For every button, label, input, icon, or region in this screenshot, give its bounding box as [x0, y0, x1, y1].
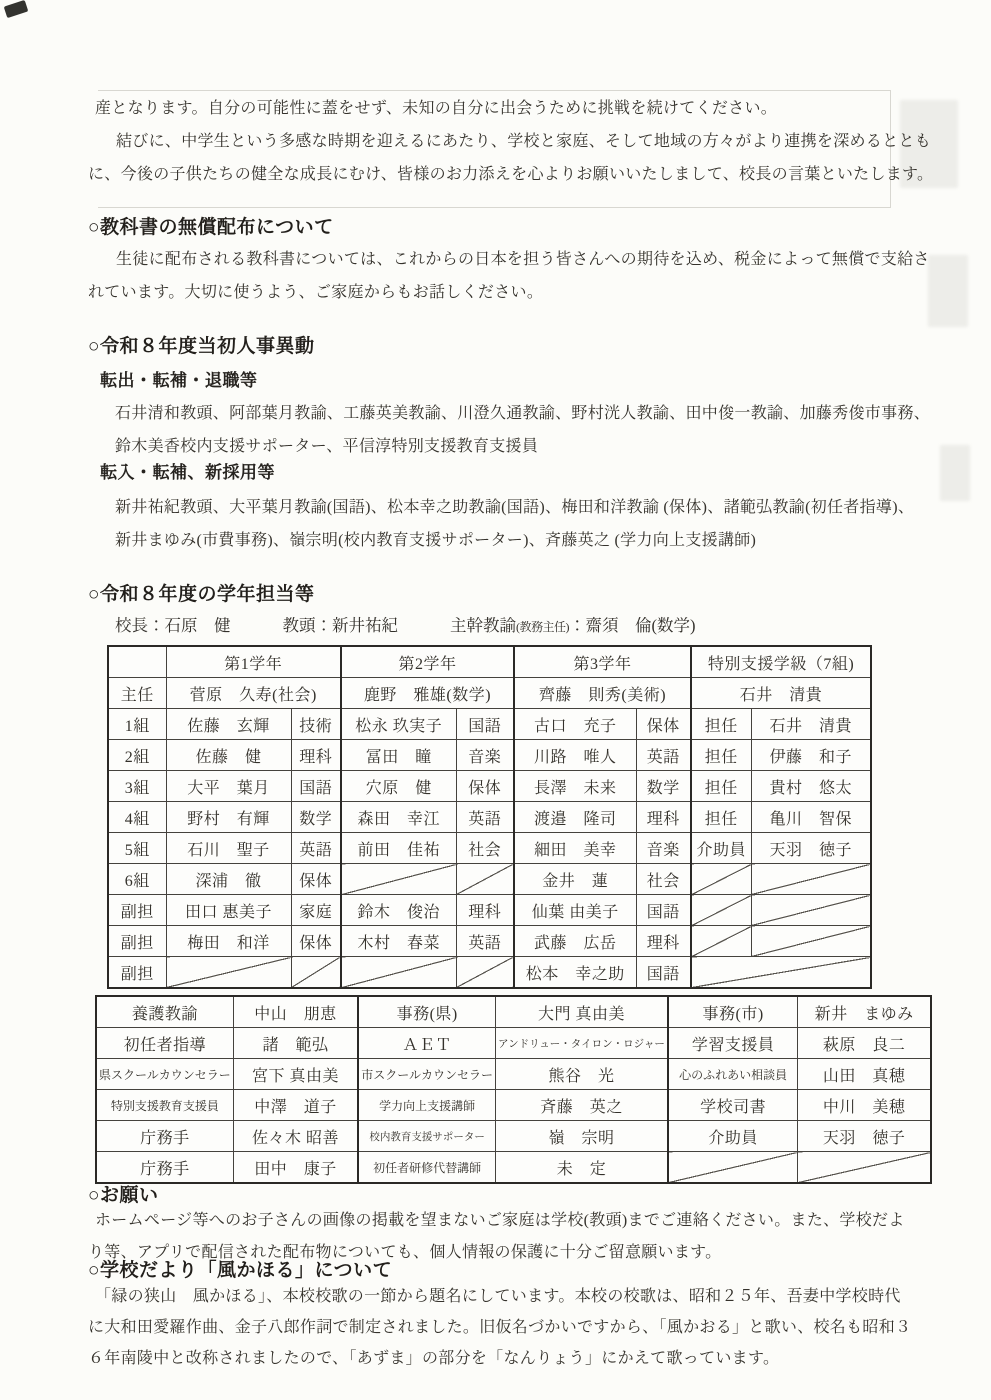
paragraph-line: に大和田愛羅作曲、金子八郎作詞で制定されました。旧仮名づかいですから、「風かおる」と歌い、校名も昭和３ — [88, 1319, 912, 1336]
table-cell: 保体 — [291, 864, 341, 895]
paragraph-line: ホームページ等へのお子さんの画像の掲載を望まないご家庭は学校(教頭)までご連絡ください。また、学校だよ — [95, 1212, 905, 1229]
table-cell: 大平 葉月 — [166, 771, 291, 802]
chief-teacher-name: ：齋須 倫(数学) — [569, 616, 696, 635]
table-cell: 渡邉 隆司 — [514, 802, 636, 833]
table-cell: 佐々木 昭善 — [233, 1121, 358, 1152]
table-cell: 理科 — [456, 895, 514, 926]
table-cell: 鈴木 俊治 — [341, 895, 456, 926]
table-cell: 嶺 宗明 — [496, 1121, 668, 1152]
table-cell: 理科 — [636, 802, 691, 833]
table-cell: 副担 — [108, 895, 166, 926]
table-row — [108, 926, 871, 957]
table-row — [108, 895, 871, 926]
subheading-transfers-in: 転入・転補、新採用等 — [100, 463, 275, 482]
transfers-in-names — [115, 491, 914, 557]
section-heading-request: ○お願い — [88, 1185, 159, 1206]
table-cell: 第2学年 — [341, 646, 514, 678]
empty-diagonal-cell — [691, 864, 751, 895]
table-cell: 初任者研修代替講師 — [358, 1152, 495, 1184]
paragraph-line: に、今後の子供たちの健全な成長にむけ、皆様のお力添えを心よりお願いいたしまして、校長の言葉といたします。 — [88, 166, 934, 183]
table-cell: 梅田 和洋 — [166, 926, 291, 957]
table-cell: 初任者指導 — [96, 1028, 233, 1059]
table-cell: 田口 惠美子 — [166, 895, 291, 926]
table-cell: 介助員 — [668, 1121, 798, 1152]
empty-diagonal-cell — [751, 895, 871, 926]
paragraph-line: 結びに、中学生という多感な時期を迎えるにあたり、学校と家庭、そして地域の方々がより連携を深めるととも — [116, 133, 932, 150]
table-cell: 学校司書 — [668, 1090, 798, 1121]
table-cell: 理科 — [636, 926, 691, 957]
table-cell: 介助員 — [691, 833, 751, 864]
empty-diagonal-cell — [341, 957, 456, 989]
chief-teacher-label: 主幹教諭 — [450, 616, 516, 635]
table-cell: 古口 充子 — [514, 709, 636, 740]
table-cell: 伊藤 和子 — [751, 740, 871, 771]
table-cell: 国語 — [456, 709, 514, 740]
table-cell: 石井 清貴 — [751, 709, 871, 740]
table-cell: 養護教諭 — [96, 996, 233, 1028]
empty-diagonal-cell — [691, 895, 751, 926]
table-cell: 松永 玖実子 — [341, 709, 456, 740]
paragraph-line: 新井祐紀教頭、大平葉月教諭(国語)、松本幸之助教諭(国語)、梅田和洋教諭 (保体)、諸範弘教諭(初任者指導)、 — [115, 499, 915, 516]
table-cell: 学習支援員 — [668, 1028, 798, 1059]
table-row — [96, 1059, 931, 1090]
table-cell: 事務(県) — [358, 996, 495, 1028]
table-cell: 天羽 徳子 — [751, 833, 871, 864]
table-cell: 菅原 久寿(社会) — [166, 678, 341, 709]
bleedthrough-mark — [940, 445, 970, 501]
paragraph-line: れています。大切に使うよう、ご家庭からもお話しください。 — [88, 284, 544, 301]
table-cell: 亀川 智保 — [751, 802, 871, 833]
table-cell: 庁務手 — [96, 1121, 233, 1152]
empty-diagonal-cell — [456, 957, 514, 989]
table-row — [108, 864, 871, 895]
section-heading-personnel: ○令和８年度当初人事異動 — [88, 336, 315, 357]
data-table — [95, 995, 932, 1184]
table-cell: 英語 — [636, 740, 691, 771]
table-cell: 理科 — [291, 740, 341, 771]
table-cell: 新井 まゆみ — [798, 996, 931, 1028]
table-cell: 野村 有輝 — [166, 802, 291, 833]
paragraph-line: 産となります。自分の可能性に蓋をせず、未知の自分に出会うために挑戦を続けてください。 — [95, 100, 778, 117]
principal-name: 校長：石原 健 — [115, 616, 231, 635]
table-cell: 齊藤 則秀(美術) — [514, 678, 691, 709]
table-cell: 仙葉 由美子 — [514, 895, 636, 926]
table-cell: 特別支援教育支援員 — [96, 1090, 233, 1121]
table-cell: 熊谷 光 — [496, 1059, 668, 1090]
scan-corner-artifact — [4, 0, 29, 18]
textbook-paragraph — [88, 243, 930, 309]
table-cell: 家庭 — [291, 895, 341, 926]
paragraph-line: 新井まゆみ(市費事務)、嶺宗明(校内教育支援サポーター)、斉藤英之 (学力向上支援講師) — [115, 532, 757, 549]
table-cell: 保体 — [291, 926, 341, 957]
grade-assignment-table — [107, 645, 872, 989]
table-cell: 担任 — [691, 802, 751, 833]
table-cell: 松本 幸之助 — [514, 957, 636, 989]
table-cell: 諸 範弘 — [233, 1028, 358, 1059]
subheading-transfers-out: 転出・転補・退職等 — [100, 371, 258, 390]
table-cell: 音楽 — [456, 740, 514, 771]
section-heading-textbook: ○教科書の無償配布について — [88, 217, 334, 238]
table-cell: 第3学年 — [514, 646, 691, 678]
empty-diagonal-cell — [798, 1152, 931, 1184]
empty-diagonal-cell — [668, 1152, 798, 1184]
table-cell: 担任 — [691, 740, 751, 771]
table-cell: 宮下 真由美 — [233, 1059, 358, 1090]
table-cell: 森田 幸江 — [341, 802, 456, 833]
table-cell: 石井 清貴 — [691, 678, 871, 709]
table-row — [108, 957, 871, 989]
table-cell: 4組 — [108, 802, 166, 833]
table-cell: 学力向上支援講師 — [358, 1090, 495, 1121]
table-cell: 保体 — [456, 771, 514, 802]
table-cell: 特別支援学級（7組) — [691, 646, 871, 678]
table-cell: 穴原 健 — [341, 771, 456, 802]
empty-diagonal-cell — [166, 957, 291, 989]
table-cell: 武藤 広岳 — [514, 926, 636, 957]
table-cell: 事務(市) — [668, 996, 798, 1028]
table-cell: 金井 蓮 — [514, 864, 636, 895]
empty-diagonal-cell — [691, 926, 751, 957]
table-cell: 副担 — [108, 926, 166, 957]
table-cell: 佐藤 健 — [166, 740, 291, 771]
table-cell: 田中 康子 — [233, 1152, 358, 1184]
school-leaders-line — [115, 612, 696, 636]
table-row — [108, 833, 871, 864]
table-cell: 斉藤 英之 — [496, 1090, 668, 1121]
table-cell: アンドリュー・タイロン・ロジャー — [496, 1028, 668, 1059]
data-table — [107, 645, 872, 989]
table-cell: 山田 真穂 — [798, 1059, 931, 1090]
table-cell: 副担 — [108, 957, 166, 989]
table-row — [96, 996, 931, 1028]
paragraph-line: 生徒に配布される教科書については、これからの日本を担う皆さんへの期待を込め、税金によって無償で支給さ — [116, 251, 930, 268]
table-row — [108, 740, 871, 771]
table-cell: 第1学年 — [166, 646, 341, 678]
table-cell: 保体 — [636, 709, 691, 740]
table-cell: 2組 — [108, 740, 166, 771]
table-cell: 社会 — [456, 833, 514, 864]
staff-table — [95, 995, 932, 1184]
table-cell: 5組 — [108, 833, 166, 864]
paragraph-line: 「緑の狭山 風かほる」、本校校歌の一節から題名にしています。本校の校歌は、昭和２５年、吾妻中学校時代 — [95, 1288, 901, 1305]
table-cell: 中山 朋恵 — [233, 996, 358, 1028]
table-cell: 萩原 良二 — [798, 1028, 931, 1059]
bleedthrough-mark — [928, 255, 968, 327]
table-cell: 佐藤 玄輝 — [166, 709, 291, 740]
table-cell: 担任 — [691, 709, 751, 740]
table-row — [96, 1090, 931, 1121]
table-cell: 細田 美幸 — [514, 833, 636, 864]
table-cell: 大門 真由美 — [496, 996, 668, 1028]
table-cell: 冨田 瞳 — [341, 740, 456, 771]
table-row — [96, 1121, 931, 1152]
table-cell: 技術 — [291, 709, 341, 740]
empty-diagonal-cell — [751, 864, 871, 895]
table-cell: 主任 — [108, 678, 166, 709]
table-cell: 中澤 道子 — [233, 1090, 358, 1121]
table-cell: 深浦 徹 — [166, 864, 291, 895]
table-cell: 中川 美穂 — [798, 1090, 931, 1121]
empty-diagonal-cell — [341, 864, 456, 895]
table-cell: 前田 佳祐 — [341, 833, 456, 864]
table-cell: 3組 — [108, 771, 166, 802]
paragraph-line: 鈴木美香校内支援サポーター、平信淳特別支援教育支援員 — [115, 438, 539, 455]
empty-diagonal-cell — [291, 957, 341, 989]
empty-diagonal-cell — [751, 926, 871, 957]
paragraph-line: 石井清和教頭、阿部葉月教諭、工藤英美教諭、川澄久通教諭、野村洸人教諭、田中俊一教諭、加藤秀俊市事務、 — [115, 405, 931, 422]
table-row — [108, 709, 871, 740]
table-row — [96, 1028, 931, 1059]
vice-principal-name: 教頭：新井祐紀 — [282, 616, 398, 635]
chief-teacher-subrole: (教務主任) — [516, 620, 569, 634]
table-row — [96, 1152, 931, 1184]
table-cell: 貴村 悠太 — [751, 771, 871, 802]
table-cell: 心のふれあい相談員 — [668, 1059, 798, 1090]
empty-diagonal-cell — [456, 864, 514, 895]
table-cell: 石川 聖子 — [166, 833, 291, 864]
table-cell: 国語 — [636, 957, 691, 989]
section-heading-assignments: ○令和８年度の学年担当等 — [88, 584, 315, 605]
table-cell: 長澤 未来 — [514, 771, 636, 802]
section-heading-newsletter: ○学校だより「風かほる」について — [88, 1260, 393, 1281]
table-row — [108, 678, 871, 709]
table-cell: 市スクールカウンセラー — [358, 1059, 495, 1090]
table-cell: 英語 — [456, 802, 514, 833]
table-cell: 県スクールカウンセラー — [96, 1059, 233, 1090]
table-cell: 木村 春菜 — [341, 926, 456, 957]
newsletter-paragraph — [88, 1281, 911, 1374]
table-cell — [108, 646, 166, 678]
table-cell: 担任 — [691, 771, 751, 802]
table-cell: 国語 — [636, 895, 691, 926]
empty-diagonal-cell — [691, 957, 871, 989]
table-row — [108, 771, 871, 802]
table-cell: 国語 — [291, 771, 341, 802]
table-cell: 庁務手 — [96, 1152, 233, 1184]
transfers-out-names — [115, 397, 930, 463]
table-cell: 校内教育支援サポーター — [358, 1121, 495, 1152]
paragraph-line: り等、アプリで配信された配布物についても、個人情報の保護に十分ご留意願います。 — [88, 1244, 722, 1261]
table-cell: 英語 — [291, 833, 341, 864]
paragraph-line: ６年南陵中と改称されましたので、「あずま」の部分を「なんりょう」にかえて歌っています。 — [88, 1350, 780, 1367]
table-cell: 1組 — [108, 709, 166, 740]
table-cell: 川路 唯人 — [514, 740, 636, 771]
table-cell: 社会 — [636, 864, 691, 895]
table-cell: 英語 — [456, 926, 514, 957]
table-cell: 天羽 徳子 — [798, 1121, 931, 1152]
table-row — [108, 802, 871, 833]
table-cell: 数学 — [636, 771, 691, 802]
table-row — [108, 646, 871, 678]
table-cell: 6組 — [108, 864, 166, 895]
principal-message-closing — [88, 92, 933, 191]
table-cell: ＡＥＴ — [358, 1028, 495, 1059]
table-cell: 数学 — [291, 802, 341, 833]
table-cell: 鹿野 雅雄(数学) — [341, 678, 514, 709]
table-cell: 未 定 — [496, 1152, 668, 1184]
table-cell: 音楽 — [636, 833, 691, 864]
